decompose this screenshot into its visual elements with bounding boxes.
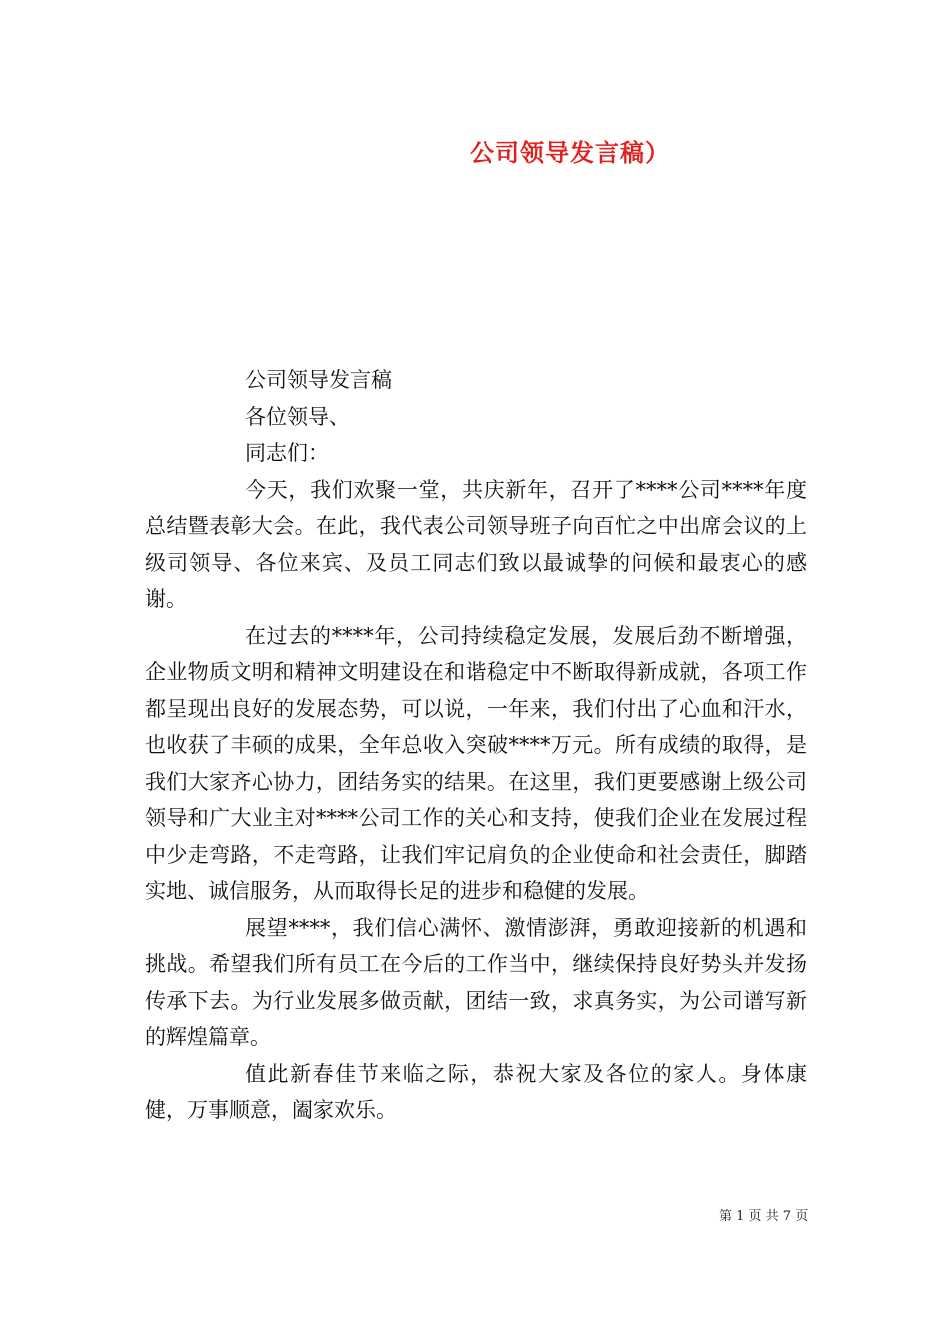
salutation-line-1: 各位领导、 bbox=[245, 404, 350, 429]
paragraph-1: 今天，我们欢聚一堂，共庆新年，召开了****公司****年度总结暨表彰大会。在此，我代表公司领导班子向百忙之中出席会议的上级司领导、各位来宾、及员工同志们致以最诚挚的问候和最衷心的感谢。 bbox=[145, 477, 807, 611]
page-title: 公司领导发言稿） bbox=[470, 138, 670, 167]
page-number-footer: 第 1 页 共 7 页 bbox=[719, 1209, 809, 1224]
paragraph-3: 展望****，我们信心满怀、激情澎湃，勇敢迎接新的机遇和挑战。希望我们所有员工在今后的工作当中，继续保持良好势头并发扬传承下去。为行业发展多做贡献，团结一致，求真务实，为公司谱写新的辉煌篇章。 bbox=[145, 915, 807, 1049]
paragraph-2: 在过去的****年，公司持续稳定发展，发展后劲不断增强，企业物质文明和精神文明建设在和谐稳定中不断取得新成就，各项工作都呈现出良好的发展态势，可以说，一年来，我们付出了心血和汗水，也收获了丰硕的成果，全年总收入突破****万元。所有成绩的取得，是我们大家齐心协力，团结务实的结果。在这里，我们更要感谢上级公司领导和广大业主对****公司工作的关心和支持，使我们企业在发展过程中少走弯路，不走弯路，让我们牢记肩负的企业使命和社会责任，脚踏实地、诚信服务，从而取得长足的进步和稳健的发展。 bbox=[145, 623, 807, 903]
salutation-line-2: 同志们： bbox=[245, 441, 329, 465]
document-subtitle: 公司领导发言稿 bbox=[245, 368, 392, 392]
paragraph-4: 值此新春佳节来临之际，恭祝大家及各位的家人。身体康健，万事顺意，阖家欢乐。 bbox=[145, 1061, 807, 1122]
document-body bbox=[145, 362, 807, 1129]
